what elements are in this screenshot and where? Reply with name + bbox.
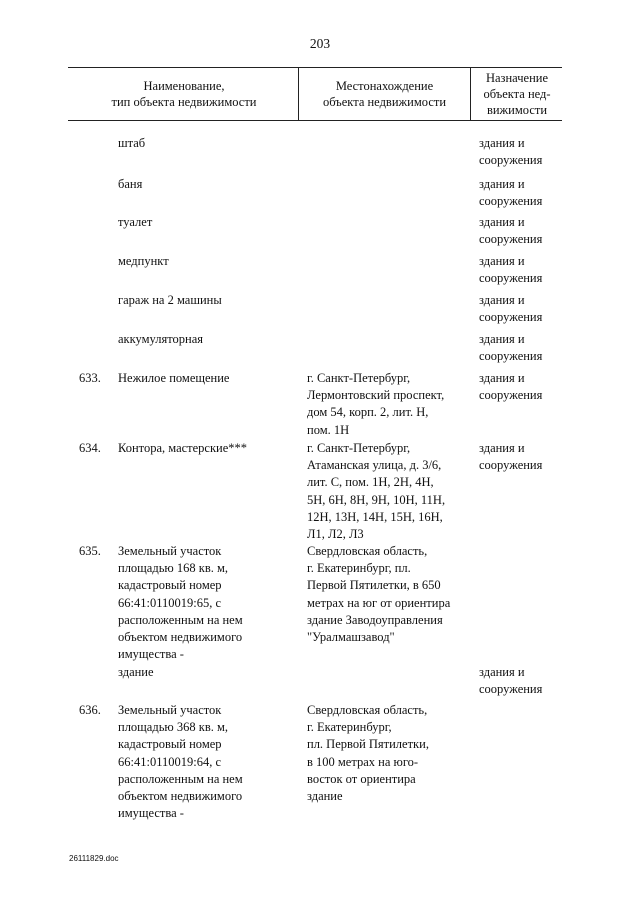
row-purpose: здания и сооружения [479,293,543,325]
row-purpose: здания и сооружения [479,136,543,168]
row-name: Контора, мастерские*** [118,441,248,455]
row-name: Земельный участок площадью 368 кв. м, кадастровый номер 66:41:0110019:64, с расположенным на нем объектом недвижимого имущества - [118,703,243,821]
row-name: Нежилое помещение [118,371,230,385]
row-name: здание [118,665,154,679]
row-purpose: здания и сооружения [479,441,543,473]
header-name: Наименование, тип объекта недвижимости [111,79,257,109]
row-name: Земельный участок площадью 168 кв. м, кадастровый номер 66:41:0110019:65, с расположенным на нем объектом недвижимого имущества - [118,544,243,662]
row-name: гараж на 2 машины [118,293,222,307]
header-purpose: Назначение объекта нед- вижимости [483,71,551,117]
row-name: туалет [118,215,153,229]
row-purpose: здания и сооружения [479,665,543,697]
row-purpose: здания и сооружения [479,371,543,403]
row-number: 635. [79,544,101,558]
row-number: 634. [79,441,101,455]
row-name: медпункт [118,254,169,268]
row-name: штаб [118,136,146,150]
row-purpose: здания и сооружения [479,332,543,364]
row-purpose: здания и сооружения [479,254,543,286]
row-number: 636. [79,703,101,717]
row-name: аккумуляторная [118,332,203,346]
row-name: баня [118,177,143,191]
row-location: г. Санкт-Петербург, Лермонтовский проспект, дом 54, корп. 2, лит. Н, пом. 1Н [307,371,445,437]
row-purpose: здания и сооружения [479,177,543,209]
row-purpose: здания и сооружения [479,215,543,247]
document-filename: 26111829.doc [69,854,119,863]
row-location: Свердловская область, г. Екатеринбург, пл. Первой Пятилетки, в 650 метрах на юг от ориентира здание Заводоуправления "Уралмашзавод" [307,544,451,645]
table-top-border [68,67,562,68]
row-location: г. Санкт-Петербург, Атаманская улица, д. 3/6, лит. С, пом. 1Н, 2Н, 4Н, 5Н, 6Н, 8Н, 9Н, 10Н, 11Н, 12Н, 13Н, 14Н, 15Н, 16Н, Л1, Л2, Л3 [307,441,446,542]
row-location: Свердловская область, г. Екатеринбург, пл. Первой Пятилетки, в 100 метрах на юго- восток от ориентира здание [307,703,429,804]
table-header-bottom-border [68,120,562,121]
header-location: Местонахождение объекта недвижимости [322,79,447,109]
page-number: 203 [309,36,331,51]
row-number: 633. [79,371,101,385]
